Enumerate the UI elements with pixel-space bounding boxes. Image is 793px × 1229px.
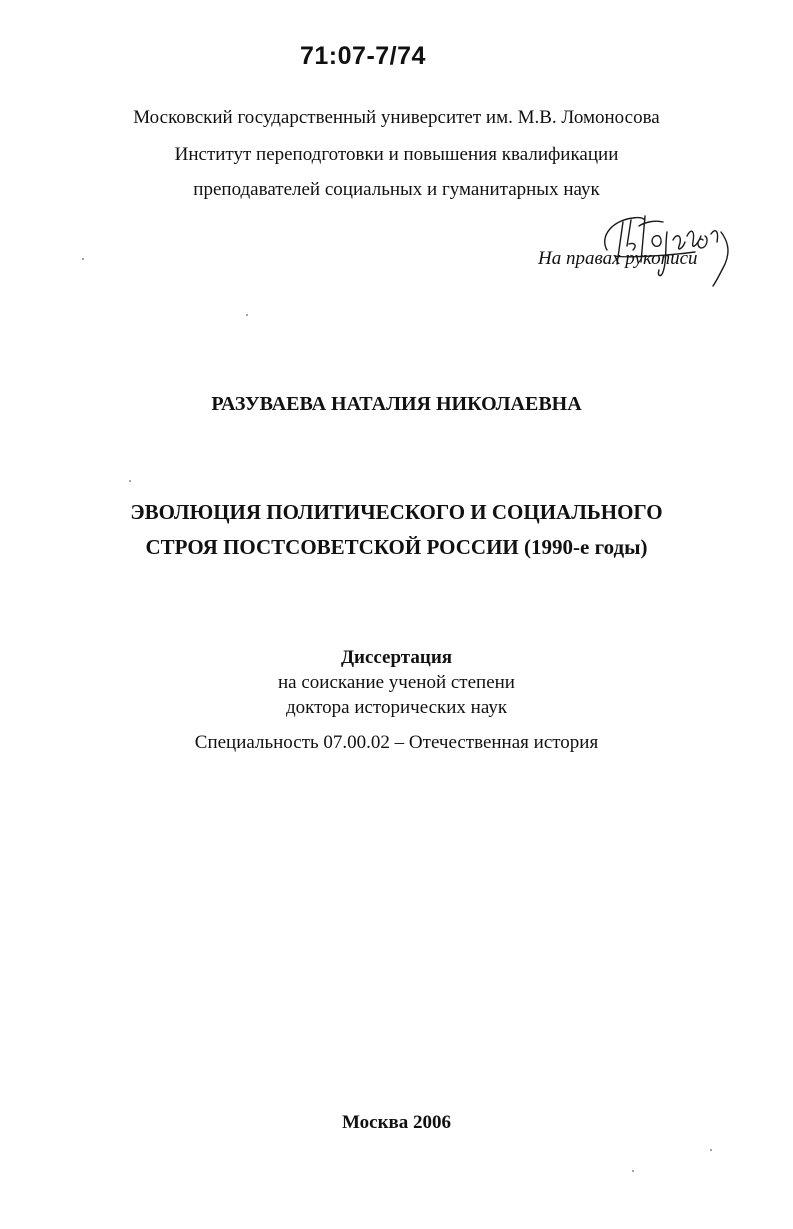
catalog-code: 71:07-7/74 <box>300 42 426 70</box>
dissertation-title-line2: СТРОЯ ПОСТСОВЕТСКОЙ РОССИИ (1990-е годы) <box>145 535 648 559</box>
degree-line1: на соискание ученой степени <box>278 672 515 693</box>
place-and-year: Москва 2006 <box>341 1112 452 1133</box>
university-name: Московский государственный университет им. М.В. Ломоносова <box>133 107 660 128</box>
dissertation-type: Диссертация <box>340 647 453 668</box>
scan-speck <box>246 314 248 316</box>
degree-line2: доктора исторических наук <box>285 697 508 718</box>
institute-name-line1: Институт переподготовки и повышения квалификации <box>174 144 619 165</box>
manuscript-note: На правах рукописи <box>538 248 698 269</box>
dissertation-title-line1: ЭВОЛЮЦИЯ ПОЛИТИЧЕСКОГО И СОЦИАЛЬНОГО <box>130 500 663 524</box>
specialty-line: Специальность 07.00.02 – Отечественная история <box>194 732 599 753</box>
scan-speck <box>82 258 84 260</box>
scan-speck <box>710 1149 712 1151</box>
handwritten-signature <box>585 206 745 292</box>
scan-speck <box>129 480 131 482</box>
institute-name-line2: преподавателей социальных и гуманитарных наук <box>193 179 600 200</box>
scan-speck <box>632 1170 634 1172</box>
author-name: РАЗУВАЕВА НАТАЛИЯ НИКОЛАЕВНА <box>211 393 582 415</box>
